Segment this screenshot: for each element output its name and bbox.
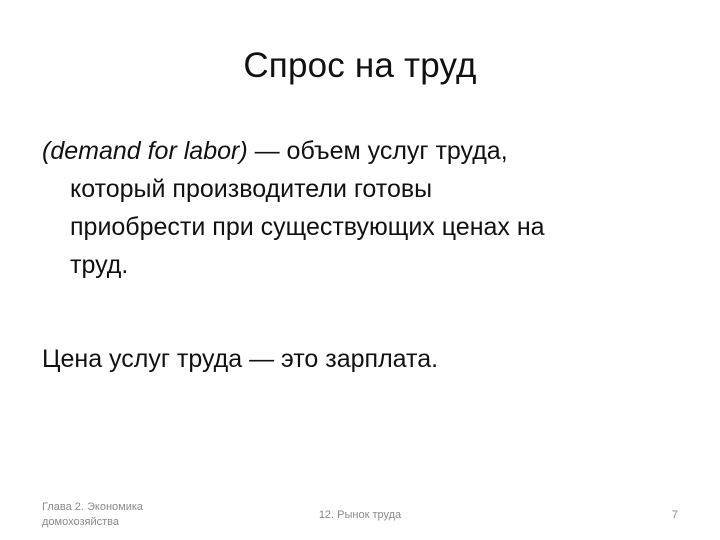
definition-line-1: — объем услуг труда,: [247, 137, 508, 165]
statement-paragraph: Цена услуг труда — это зарплата.: [42, 345, 439, 373]
definition-line-3: приобрести при существующих ценах на: [70, 213, 545, 241]
definition-line-2: который производители готовы: [70, 175, 433, 203]
definition-paragraph: [42, 132, 682, 284]
slide-title: Спрос на труд: [243, 46, 477, 85]
footer-section: 12. Рынок труда: [318, 509, 402, 521]
footer-chapter-line-1: Глава 2. Экономика: [42, 501, 144, 513]
footer-page-number: 7: [671, 509, 678, 521]
footer-chapter: [42, 500, 192, 530]
definition-term: (demand for labor): [42, 137, 248, 165]
definition-line-4: труд.: [70, 251, 129, 279]
footer-chapter-line-2: домохозяйства: [42, 516, 119, 528]
